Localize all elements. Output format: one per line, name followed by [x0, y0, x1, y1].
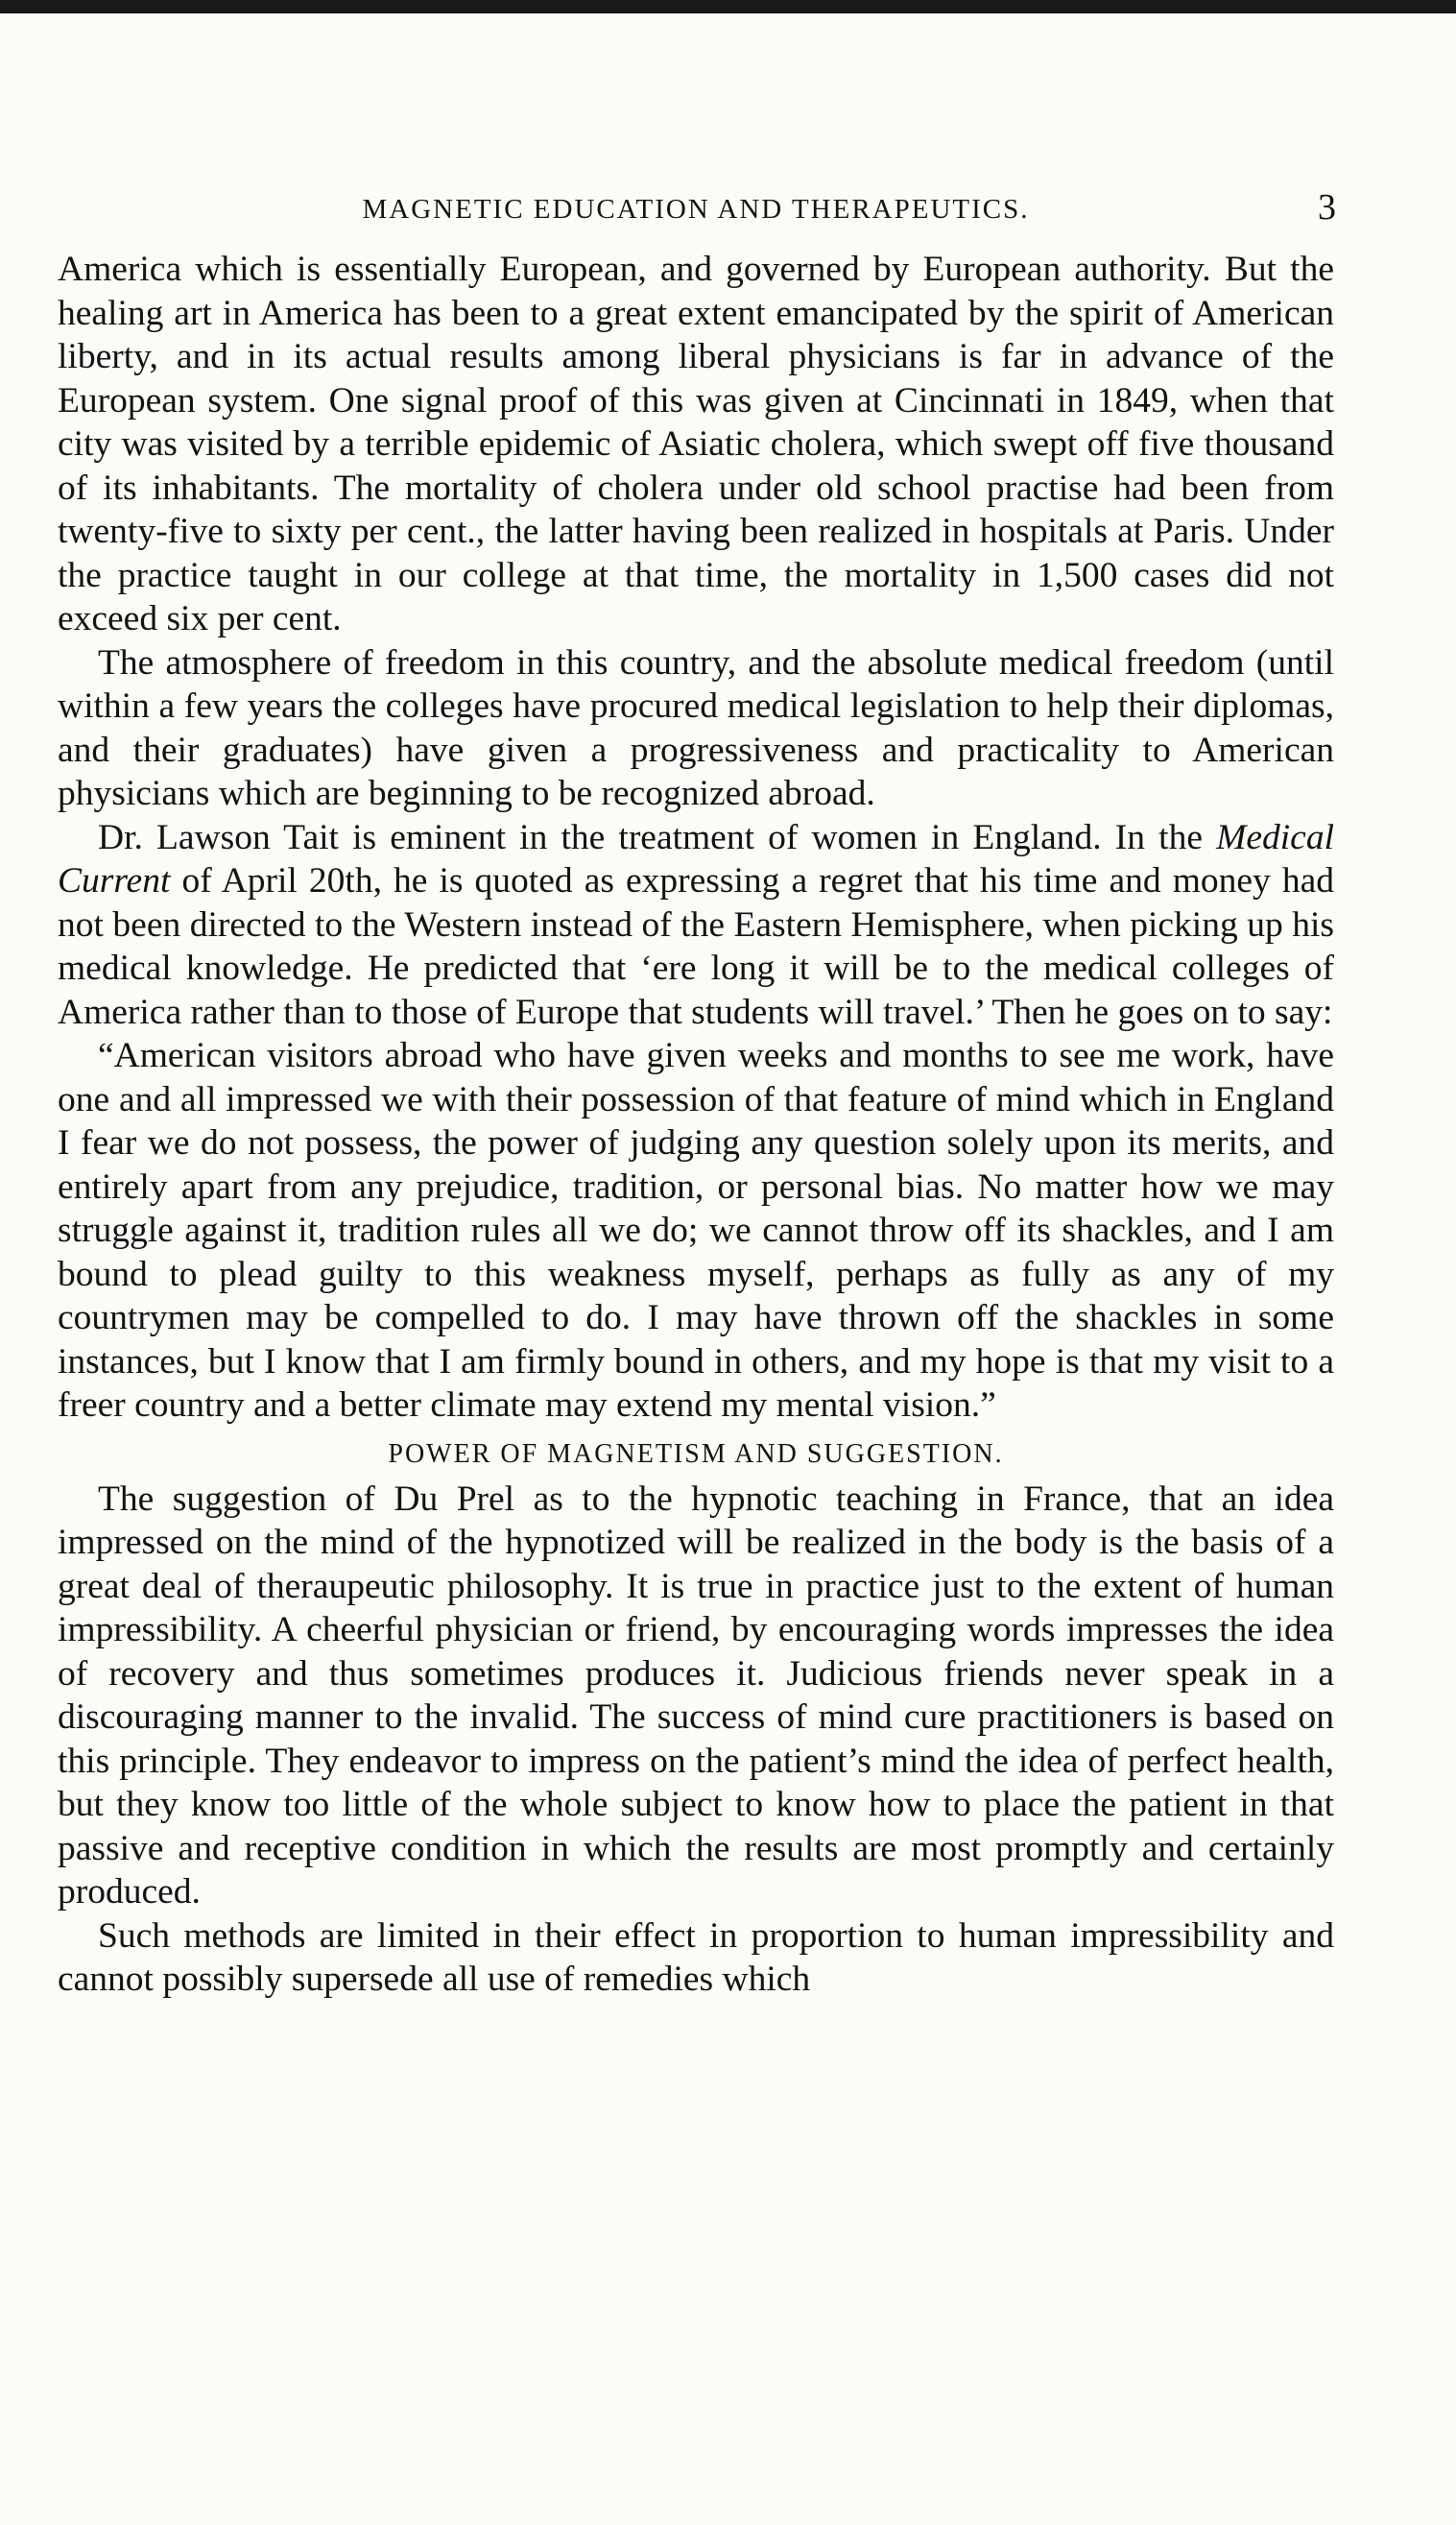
- running-header: [58, 173, 1334, 230]
- page-top-edge: [0, 0, 1456, 13]
- page-number: 3: [1318, 187, 1336, 228]
- body-text: [58, 248, 1334, 2002]
- book-page: [58, 173, 1334, 2002]
- paragraph-2: The atmosphere of freedom in this country, and the absolute medical freedom (until within a few years the colleges have procured medical legislation to help their diplomas, and their graduates) have given a progressiveness and practicality to American physicians which are beginning to be recognized abroad.: [58, 642, 1334, 813]
- paragraph-3: [58, 816, 1334, 1035]
- paragraph-3-text-after: of April 20th, he is quoted as expressing a regret that his time and money had not been directed to the Western instead of the Eastern Hemisphere, when picking up his medical knowledge. He predicted that ‘ere long it will be to the medical colleges of America rather than to those of Europe that students will travel.’ Then he goes on to say:: [58, 861, 1334, 1032]
- paragraph-3-text-before: Dr. Lawson Tait is eminent in the treatment of women in England. In the: [98, 817, 1217, 857]
- quotation-paragraph: “American visitors abroad who have given weeks and months to see me work, have one and all impressed we with their possession of that feature of mind which in England I fear we do not possess, the power of judging any question solely upon its merits, and entirely apart from any prejudice, tradition, or personal bias. No matter how we may struggle against it, tradition rules all we do; we cannot throw off its shackles, and I am bound to plead guilty to this weakness myself, perhaps as fully as any of my countrymen may be compelled to do. I may have thrown off the shackles in some instances, but I know that I am firmly bound in others, and my hope is that my visit to a freer country and a better climate may extend my mental vision.”: [58, 1036, 1334, 1425]
- journal-title: Medical Current: [58, 817, 1334, 901]
- paragraph-1: America which is essentially European, and governed by European authority. But the healing art in America has been to a great extent emancipated by the spirit of American liberty, and in its actual results among liberal physicians is far in advance of the European system. One signal proof of this was given at Cincinnati in 1849, when that city was visited by a terrible epidemic of Asiatic cholera, which swept off five thousand of its inhabitants. The mortality of cholera under old school practise had been from twenty-five to sixty per cent., the latter having been realized in hospitals at Paris. Under the practice taught in our college at that time, the mortality in 1,500 cases did not exceed six per cent.: [58, 250, 1334, 638]
- section-heading: POWER OF MAGNETISM AND SUGGESTION.: [388, 1438, 1004, 1469]
- running-title: MAGNETIC EDUCATION AND THERAPEUTICS.: [362, 194, 1030, 225]
- paragraph-5: The suggestion of Du Prel as to the hypnotic teaching in France, that an idea impressed on the mind of the hypnotized will be realized in the body is the basis of a great deal of theraupeutic philosophy. It is true in practice just to the extent of human impressibility. A cheerful physician or friend, by encouraging words impresses the idea of recovery and thus sometimes produces it. Judicious friends never speak in a discouraging manner to the invalid. The success of mind cure practitioners is based on this principle. They endeavor to impress on the patient’s mind the idea of perfect health, but they know too little of the whole subject to know how to place the patient in that passive and receptive condition in which the results are most promptly and certainly produced.: [58, 1479, 1334, 1912]
- paragraph-6: Such methods are limited in their effect in proportion to human impressibility and cannot possibly supersede all use of remedies which: [58, 1915, 1334, 1999]
